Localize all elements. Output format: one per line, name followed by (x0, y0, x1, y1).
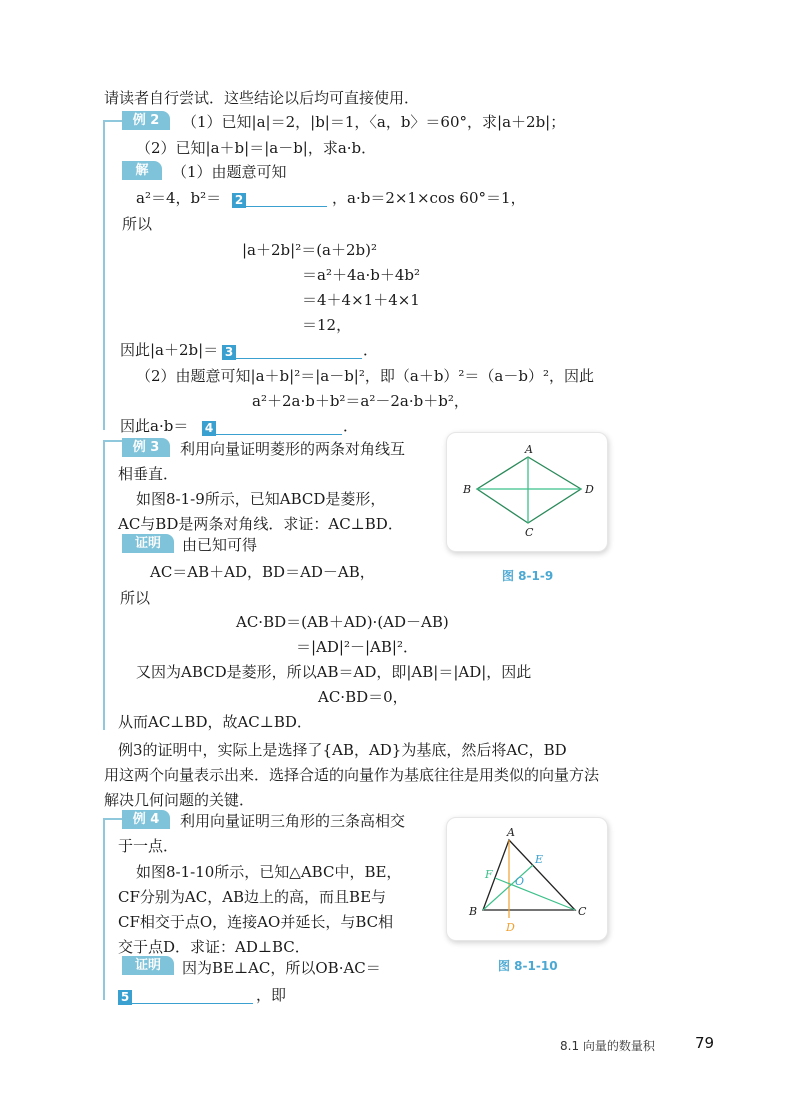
footer-section-title: 8.1 向量的数量积 (560, 1039, 655, 1053)
example-4-rule (103, 818, 105, 1000)
example-2-part-1: （1）已知|a|＝2，|b|＝1，〈a，b〉＝60°，求|a＋2b|； (182, 113, 566, 131)
example-4-statement-1: 利用向量证明三角形的三条高相交 (180, 812, 406, 830)
remark-line-1: 例3的证明中，实际上是选择了{AB，AD}为基底，然后将AC，BD (118, 741, 567, 759)
solution-intro: （1）由题意可知 (172, 163, 287, 181)
example-2-top-rule (103, 120, 123, 122)
triangle-diagram (447, 818, 607, 940)
example-3-rule (103, 440, 105, 730)
vertex-label-b: B (469, 905, 478, 918)
triangle-outline (483, 840, 575, 910)
example-3-badge: 例 3 (122, 438, 170, 457)
example-3-given-2: AC与BD是两条对角线．求证：AC⊥BD． (118, 515, 403, 533)
therefore-line-1a: 因此|a＋2b|＝ (120, 341, 219, 359)
proof-2-line-1: 因为BE⊥AC，所以OB·AC＝ (182, 959, 381, 977)
answer-blank-5[interactable] (118, 986, 253, 1004)
vertex-label-a: A (507, 826, 515, 839)
example-4-badge: 例 4 (122, 810, 170, 829)
so-label-2: 所以 (120, 589, 151, 607)
page-number: 79 (695, 1034, 715, 1052)
solution-line-1b: ，a·b＝2×1×cos 60°＝1， (332, 189, 526, 207)
figure-8-1-9-caption: 图 8-1-9 (502, 569, 554, 583)
therefore-line-2b: ． (343, 417, 359, 435)
blank-number: 4 (202, 421, 216, 436)
blank-number: 3 (222, 345, 236, 360)
altitude-cf (495, 878, 575, 910)
proof-1-conclusion: 从而AC⊥BD，故AC⊥BD． (118, 713, 312, 731)
vertex-label-f: F (485, 868, 493, 881)
solution-part-2-eq: a²＋2a·b＋b²＝a²－2a·b＋b²， (252, 392, 469, 410)
equation-line-3: ＝4＋4×1＋4×1 (302, 291, 420, 309)
vertex-label-c: C (578, 905, 587, 918)
solution-badge: 解 (122, 161, 162, 180)
proof-1-eq-2: ＝|AD|²－|AB|²． (296, 638, 418, 656)
rhombus-diagram (447, 433, 607, 551)
vertex-label-a: A (525, 443, 533, 456)
blank-number: 2 (232, 193, 246, 208)
example-4-given-3: CF相交于点O，连接AO并延长，与BC相 (118, 913, 394, 931)
so-label-1: 所以 (122, 215, 153, 233)
therefore-line-2a: 因此a·b＝ (120, 417, 189, 435)
figure-triangle-card (446, 817, 608, 941)
figure-rhombus-card (446, 432, 608, 552)
example-4-given-4: 交于点D．求证：AD⊥BC． (118, 938, 310, 956)
blank-number: 5 (118, 990, 132, 1005)
proof-2-line-2: ，即 (256, 986, 287, 1004)
remark-line-2: 用这两个向量表示出来．选择合适的向量作为基底往往是用类似的向量方法 (104, 766, 600, 784)
therefore-line-1b: ． (363, 341, 379, 359)
rhombus-outline (477, 457, 581, 523)
solution-line-1a: a²＝4，b²＝ (136, 189, 222, 207)
vertex-label-e: E (535, 853, 544, 866)
proof-1-eq-1: AC·BD＝(AB＋AD)·(AD－AB) (236, 613, 449, 631)
example-4-given-2: CF分别为AC，AB边上的高，而且BE与 (118, 888, 387, 906)
equation-line-4: ＝12， (302, 316, 352, 334)
proof-1-eq-3: AC·BD＝0， (318, 688, 408, 706)
vertex-label-d: D (506, 921, 515, 934)
equation-line-1: |a＋2b|²＝(a＋2b)² (242, 241, 378, 259)
intro-line: 请读者自行尝试．这些结论以后均可直接使用． (104, 89, 420, 107)
equation-line-2: ＝a²＋4a·b＋4b² (302, 266, 420, 284)
proof-1-rhombus: 又因为ABCD是菱形，所以AB＝AD，即|AB|＝|AD|，因此 (136, 663, 532, 681)
solution-part-2: （2）由题意可知|a＋b|²＝|a－b|²，即（a＋b）²＝（a－b）²，因此 (136, 367, 594, 385)
example-3-top-rule (103, 440, 123, 442)
vertex-label-c: C (525, 526, 534, 539)
vertex-label-b: B (463, 483, 472, 496)
example-2-part-2: （2）已知|a＋b|＝|a－b|，求a·b． (136, 139, 377, 157)
example-4-statement-2: 于一点． (118, 837, 179, 855)
example-3-statement-1: 利用向量证明菱形的两条对角线互 (180, 440, 406, 458)
proof-1-intro: 由已知可得 (182, 536, 258, 554)
example-4-top-rule (103, 818, 123, 820)
example-2-rule (103, 120, 105, 430)
figure-8-1-10-caption: 图 8-1-10 (498, 959, 558, 973)
example-3-statement-2: 相垂直． (118, 465, 179, 483)
example-4-given-1: 如图8-1-10所示，已知△ABC中，BE， (136, 863, 402, 881)
proof-badge-2: 证明 (122, 956, 174, 975)
answer-blank-2[interactable] (232, 189, 327, 207)
remark-line-3: 解决几何问题的关键． (104, 791, 255, 809)
vertex-label-d: D (585, 483, 594, 496)
answer-blank-3[interactable] (222, 341, 362, 359)
vertex-label-o: O (515, 875, 525, 888)
proof-1-vectors: AC＝AB＋AD，BD＝AD－AB， (150, 563, 375, 581)
answer-blank-4[interactable] (202, 417, 342, 435)
example-3-given-1: 如图8-1-9所示，已知ABCD是菱形， (136, 490, 386, 508)
example-2-badge: 例 2 (122, 111, 170, 130)
proof-badge-1: 证明 (122, 534, 174, 553)
